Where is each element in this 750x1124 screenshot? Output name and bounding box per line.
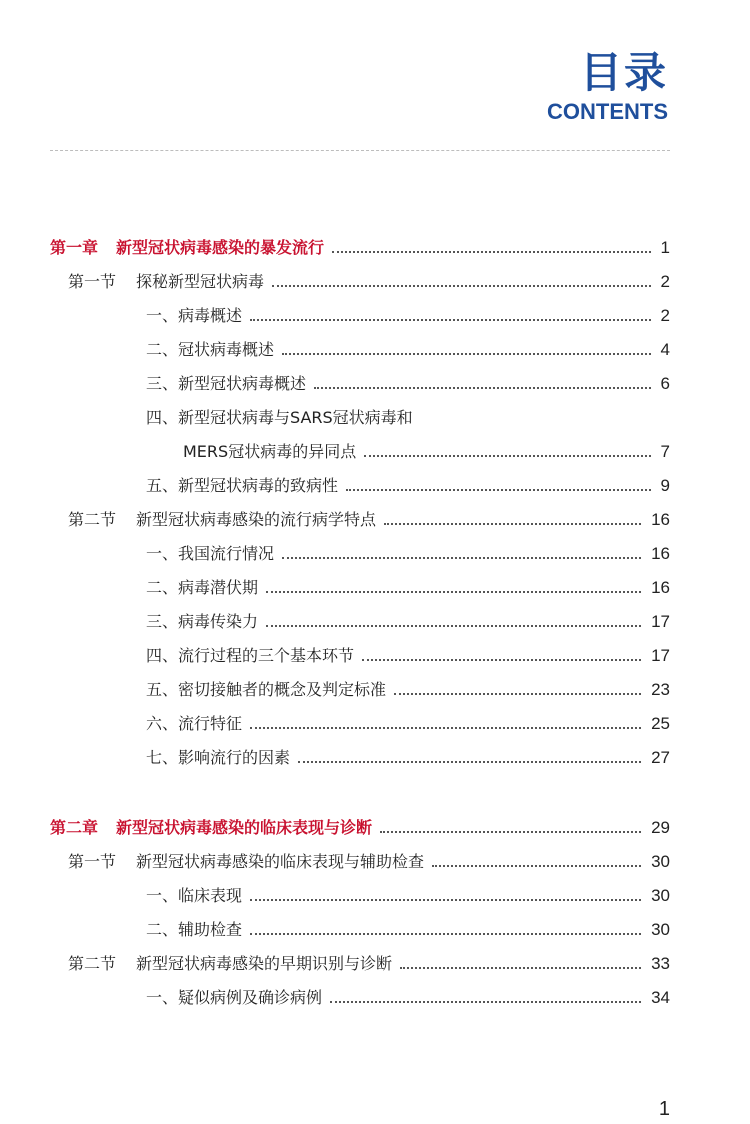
toc-page-number: 16 [651, 510, 670, 529]
section-number: 第二节 [68, 510, 117, 529]
section-name: 探秘新型冠状病毒 [136, 272, 265, 291]
item-title: 一、我国流行情况 [146, 544, 275, 563]
item-title: 三、病毒传染力 [146, 612, 259, 631]
page-title: 目录 [579, 48, 668, 97]
toc-page-number: 6 [660, 374, 670, 393]
toc-entry-item[interactable] [0, 985, 750, 1011]
toc-page-number: 25 [651, 714, 670, 733]
leader-dots [282, 557, 641, 559]
leader-dots [250, 727, 641, 729]
section-number: 第一节 [68, 852, 117, 871]
toc-page-number: 16 [651, 578, 670, 597]
toc-entry-item[interactable] [0, 575, 750, 601]
toc-page-number: 1 [660, 238, 670, 257]
toc-entry-item[interactable] [0, 677, 750, 703]
toc-entry-item[interactable] [0, 473, 750, 499]
toc-entry-section[interactable] [0, 951, 750, 977]
toc-entry-section[interactable] [0, 507, 750, 533]
header-divider [50, 150, 670, 151]
leader-dots [432, 865, 641, 867]
toc-entry-item[interactable] [0, 883, 750, 909]
toc-page-number: 2 [660, 272, 670, 291]
item-title: 三、新型冠状病毒概述 [146, 374, 307, 393]
toc-page-number: 27 [651, 748, 670, 767]
toc-entry-chapter[interactable] [0, 815, 750, 841]
leader-dots [384, 523, 641, 525]
chapter-name: 新型冠状病毒感染的暴发流行 [116, 238, 325, 257]
leader-dots [266, 591, 641, 593]
toc-entry-item[interactable] [0, 711, 750, 737]
chapter-number: 第一章 [50, 238, 99, 257]
leader-dots [380, 831, 641, 833]
leader-dots [332, 251, 651, 253]
toc-page-number: 17 [651, 612, 670, 631]
leader-dots [266, 625, 641, 627]
leader-dots [250, 899, 641, 901]
leader-dots [394, 693, 641, 695]
toc-entry-item[interactable] [0, 371, 750, 397]
toc-page-number: 2 [660, 306, 670, 325]
page-subtitle: CONTENTS [547, 99, 668, 124]
toc-entry-item[interactable] [0, 337, 750, 363]
toc-entry-cont[interactable] [0, 439, 750, 465]
item-title: 一、临床表现 [146, 886, 243, 905]
toc-page-number: 34 [651, 988, 670, 1007]
section-name: 新型冠状病毒感染的早期识别与诊断 [136, 954, 393, 973]
toc-page-number: 30 [651, 886, 670, 905]
section-title [68, 507, 376, 533]
toc-entry-chapter[interactable] [0, 235, 750, 261]
section-name: 新型冠状病毒感染的临床表现与辅助检查 [136, 852, 425, 871]
item-title: 四、流行过程的三个基本环节 [146, 646, 355, 665]
leader-dots [250, 933, 641, 935]
toc-page-number: 4 [660, 340, 670, 359]
section-title [68, 951, 392, 977]
section-number: 第一节 [68, 272, 117, 291]
item-title: 二、冠状病毒概述 [146, 340, 275, 359]
chapter-title [50, 235, 324, 261]
item-title-continued: MERS冠状病毒的异同点 [183, 442, 357, 461]
item-title: 六、流行特征 [146, 714, 243, 733]
toc-page-number: 16 [651, 544, 670, 563]
section-name: 新型冠状病毒感染的流行病学特点 [136, 510, 377, 529]
toc-entry-item[interactable] [0, 405, 750, 431]
item-title: 五、新型冠状病毒的致病性 [146, 476, 339, 495]
toc-page-number: 7 [660, 442, 670, 461]
toc-entry-item[interactable] [0, 541, 750, 567]
toc-entry-section[interactable] [0, 269, 750, 295]
item-title: 一、病毒概述 [146, 306, 243, 325]
leader-dots [364, 455, 650, 457]
leader-dots [362, 659, 641, 661]
leader-dots [346, 489, 651, 491]
chapter-number: 第二章 [50, 818, 99, 837]
item-title: 二、辅助检查 [146, 920, 243, 939]
section-number: 第二节 [68, 954, 117, 973]
leader-dots [272, 285, 651, 287]
toc-entry-item[interactable] [0, 609, 750, 635]
toc-page-number: 33 [651, 954, 670, 973]
section-title [68, 849, 424, 875]
toc-page-number: 9 [660, 476, 670, 495]
section-title [68, 269, 264, 295]
chapter-name: 新型冠状病毒感染的临床表现与诊断 [116, 818, 373, 837]
chapter-title [50, 815, 372, 841]
toc-page-number: 30 [651, 920, 670, 939]
leader-dots [250, 319, 651, 321]
footer-page-number: 1 [658, 1098, 670, 1120]
leader-dots [282, 353, 651, 355]
leader-dots [314, 387, 651, 389]
item-title: 五、密切接触者的概念及判定标准 [146, 680, 387, 699]
toc-entry-item[interactable] [0, 917, 750, 943]
toc-entry-section[interactable] [0, 849, 750, 875]
leader-dots [330, 1001, 641, 1003]
toc-page-number: 29 [651, 818, 670, 837]
item-title: 四、新型冠状病毒与SARS冠状病毒和 [146, 408, 413, 427]
toc-page-number: 23 [651, 680, 670, 699]
toc-entry-item[interactable] [0, 643, 750, 669]
leader-dots [400, 967, 641, 969]
leader-dots [298, 761, 641, 763]
item-title: 一、疑似病例及确诊病例 [146, 988, 323, 1007]
toc-entry-item[interactable] [0, 745, 750, 771]
toc-entry-item[interactable] [0, 303, 750, 329]
item-title: 七、影响流行的因素 [146, 748, 291, 767]
toc-page-number: 30 [651, 852, 670, 871]
item-title: 二、病毒潜伏期 [146, 578, 259, 597]
toc-page-number: 17 [651, 646, 670, 665]
